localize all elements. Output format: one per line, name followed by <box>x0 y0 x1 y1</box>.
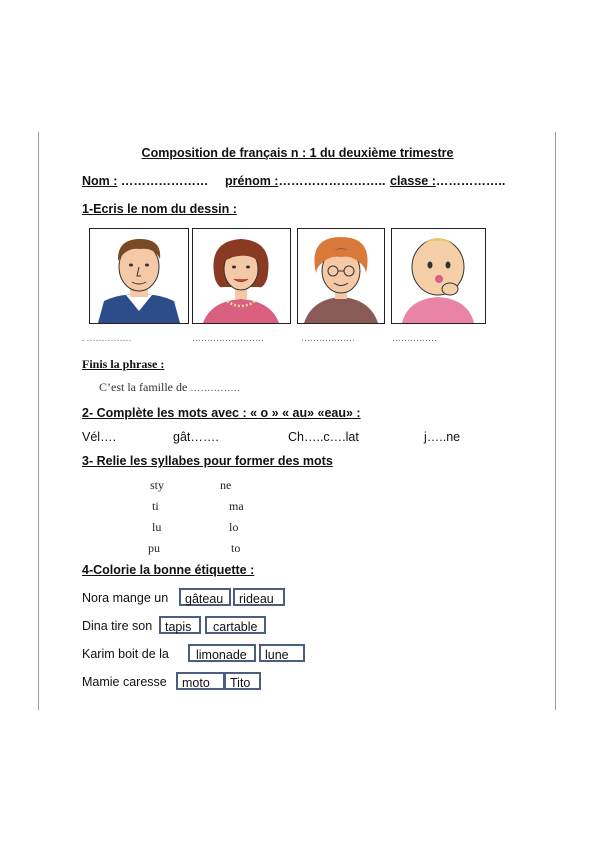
family-sentence-dots: …………… <box>190 383 241 394</box>
section3-heading: 3- Relie les syllabes pour former des mots <box>82 454 333 468</box>
section1-heading: 1-Ecris le nom du dessin : <box>82 202 237 216</box>
classe-end: . <box>501 174 506 188</box>
nom-label: Nom : <box>82 174 118 188</box>
label-sentence-4: Mamie caresse <box>82 675 167 689</box>
answer-line-3: ……………… <box>301 333 355 343</box>
baby-drawing-svg <box>392 229 485 323</box>
section4-heading: 4-Colorie la bonne étiquette : <box>82 563 255 577</box>
label-option-tapis[interactable]: tapis <box>159 616 201 634</box>
label-sentence-2: Dina tire son <box>82 619 153 633</box>
student-info-row <box>82 174 512 190</box>
prenom-label: prénom : <box>225 174 279 188</box>
left-margin-line <box>38 132 39 710</box>
label-option-lune[interactable]: lune <box>259 644 305 662</box>
classe-dots: ……………. <box>435 174 502 188</box>
word-1: Vél…. <box>82 430 117 444</box>
syllable-right-4: to <box>231 541 241 555</box>
answer-line-2: …………………… <box>192 333 264 343</box>
label-option-rideau[interactable]: rideau <box>233 588 285 606</box>
finish-heading: Finis la phrase : <box>82 357 165 371</box>
right-margin-line <box>555 132 556 710</box>
section2-heading: 2- Complète les mots avec : « o » « au» «eau» : <box>82 406 361 420</box>
grandmother-drawing-svg <box>298 229 384 323</box>
label-option-tito[interactable]: Tito <box>224 672 261 690</box>
syllable-right-2: ma <box>229 499 244 513</box>
page-title: Composition de français n : 1 du deuxième trimestre <box>141 146 454 160</box>
grandmother-drawing <box>297 228 385 324</box>
label-option-gateau[interactable]: gâteau <box>179 588 231 606</box>
syllable-left-4: pu <box>148 541 160 555</box>
syllable-right-3: lo <box>229 520 239 534</box>
label-option-cartable[interactable]: cartable <box>205 616 266 634</box>
answer-line-4: …………… <box>392 333 437 343</box>
father-drawing <box>89 228 189 324</box>
mother-drawing <box>192 228 291 324</box>
picture-answer-lines <box>82 333 482 347</box>
syllable-right-1: ne <box>220 478 232 492</box>
answer-line-1: . …………… <box>82 333 132 343</box>
label-option-moto[interactable]: moto <box>176 672 225 690</box>
word-4: j…..ne <box>424 430 461 444</box>
nom-dots: ………………… <box>120 174 209 188</box>
family-sentence <box>99 380 240 395</box>
syllable-left-1: sty <box>150 478 165 492</box>
nom-field <box>82 174 208 188</box>
label-sentence-3: Karim boit de la <box>82 647 169 661</box>
classe-label: classe : <box>390 174 436 188</box>
father-drawing-svg <box>90 229 188 323</box>
family-sentence-text: C’est la famille de <box>99 380 188 394</box>
baby-drawing <box>391 228 486 324</box>
word-3: Ch…..c….lat <box>288 430 359 444</box>
label-option-limonade[interactable]: limonade <box>188 644 256 662</box>
prenom-dots: …………………….. <box>278 174 386 188</box>
syllable-left-2: ti <box>152 499 159 513</box>
fill-words-row <box>82 430 502 446</box>
prenom-field <box>225 174 385 188</box>
label-sentence-1: Nora mange un <box>82 591 169 605</box>
mother-drawing-svg <box>193 229 290 323</box>
classe-field <box>390 174 505 188</box>
word-2: gât……. <box>173 430 219 444</box>
syllable-left-3: lu <box>152 520 162 534</box>
